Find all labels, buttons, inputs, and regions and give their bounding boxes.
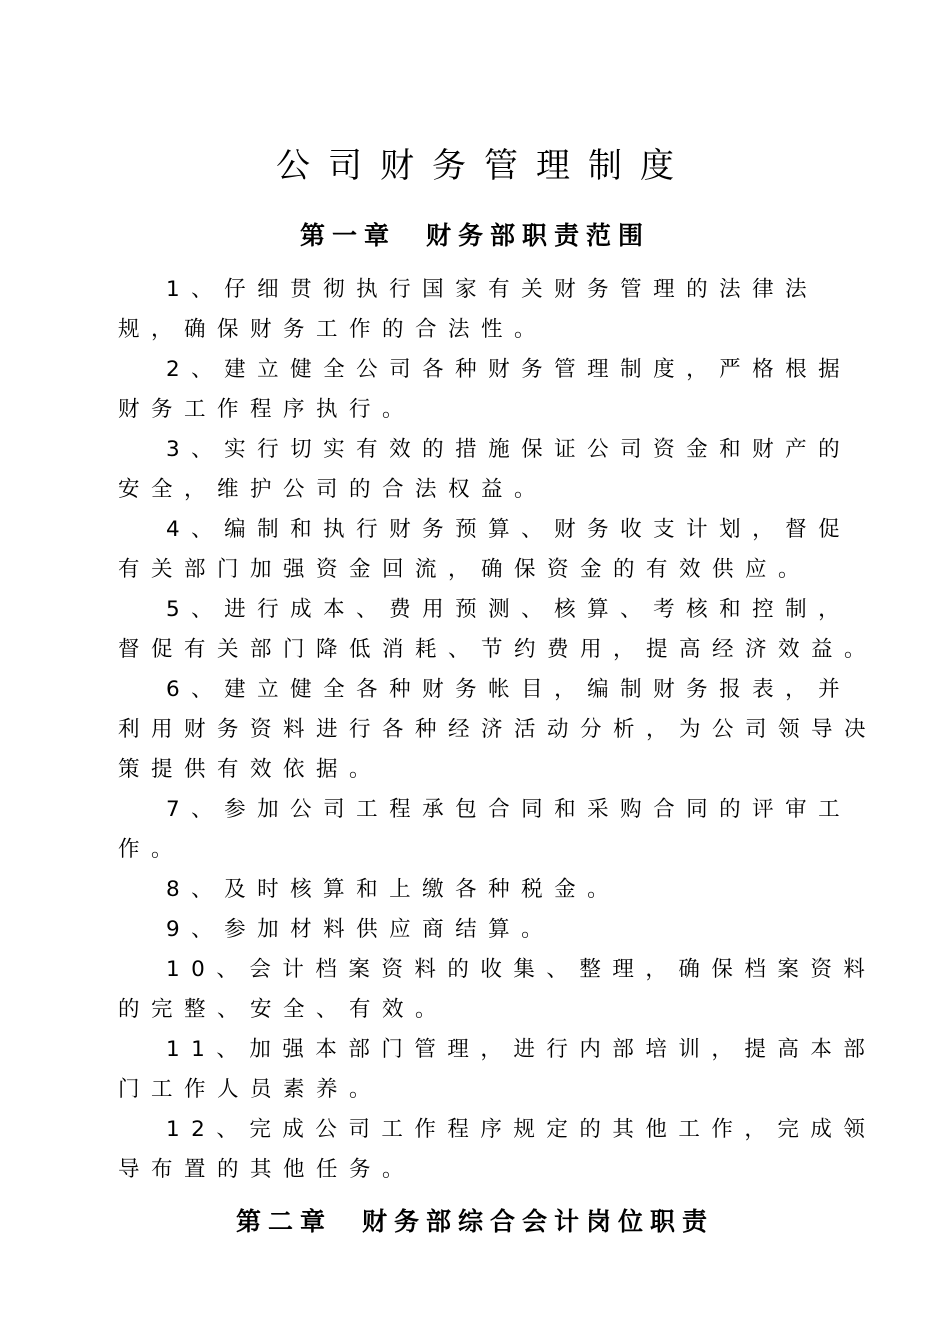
duty-item-8: 8、及时核算和上缴各种税金。 [166, 877, 621, 902]
duty-item-6: 6、建立健全各种财务帐目，编制财务报表，并利用财务资料进行各种经济活动分析，为公司领导决策提供有效依据。 [118, 677, 878, 782]
chapter-2-name: 财务部综合会计岗位职责 [362, 1207, 715, 1236]
chapter-2-heading [0, 1202, 950, 1242]
chapter-1-name: 财务部职责范围 [426, 221, 651, 250]
duty-item-11: 11、加强本部门管理，进行内部培训，提高本部门工作人员素养。 [118, 1037, 877, 1102]
duty-item-5: 5、进行成本、费用预测、核算、考核和控制，督促有关部门降低消耗、节约费用，提高经济效益。 [118, 597, 878, 662]
duty-item-7: 7、参加公司工程承包合同和采购合同的评审工作。 [118, 797, 852, 862]
chapter-1-heading [0, 216, 950, 256]
duty-item-10: 10、会计档案资料的收集、整理，确保档案资料的完整、安全、有效。 [118, 957, 877, 1022]
duty-item-2: 2、建立健全公司各种财务管理制度，严格根据财务工作程序执行。 [118, 357, 852, 422]
duty-item-1: 1、仔细贯彻执行国家有关财务管理的法律法规，确保财务工作的合法性。 [118, 277, 819, 342]
duty-item-3: 3、实行切实有效的措施保证公司资金和财产的安全，维护公司的合法权益。 [118, 437, 852, 502]
document-title: 公司财务管理制度 [276, 146, 692, 186]
chapter-2-label: 第二章 [235, 1207, 332, 1236]
duty-item-9: 9、参加材料供应商结算。 [166, 917, 555, 942]
duty-item-12: 12、完成公司工作程序规定的其他工作，完成领导布置的其他任务。 [118, 1117, 877, 1182]
chapter-1-label: 第一章 [299, 221, 396, 250]
chapter-1-duty-list [118, 270, 878, 1190]
duty-item-4: 4、编制和执行财务预算、财务收支计划，督促有关部门加强资金回流，确保资金的有效供应。 [118, 517, 852, 582]
